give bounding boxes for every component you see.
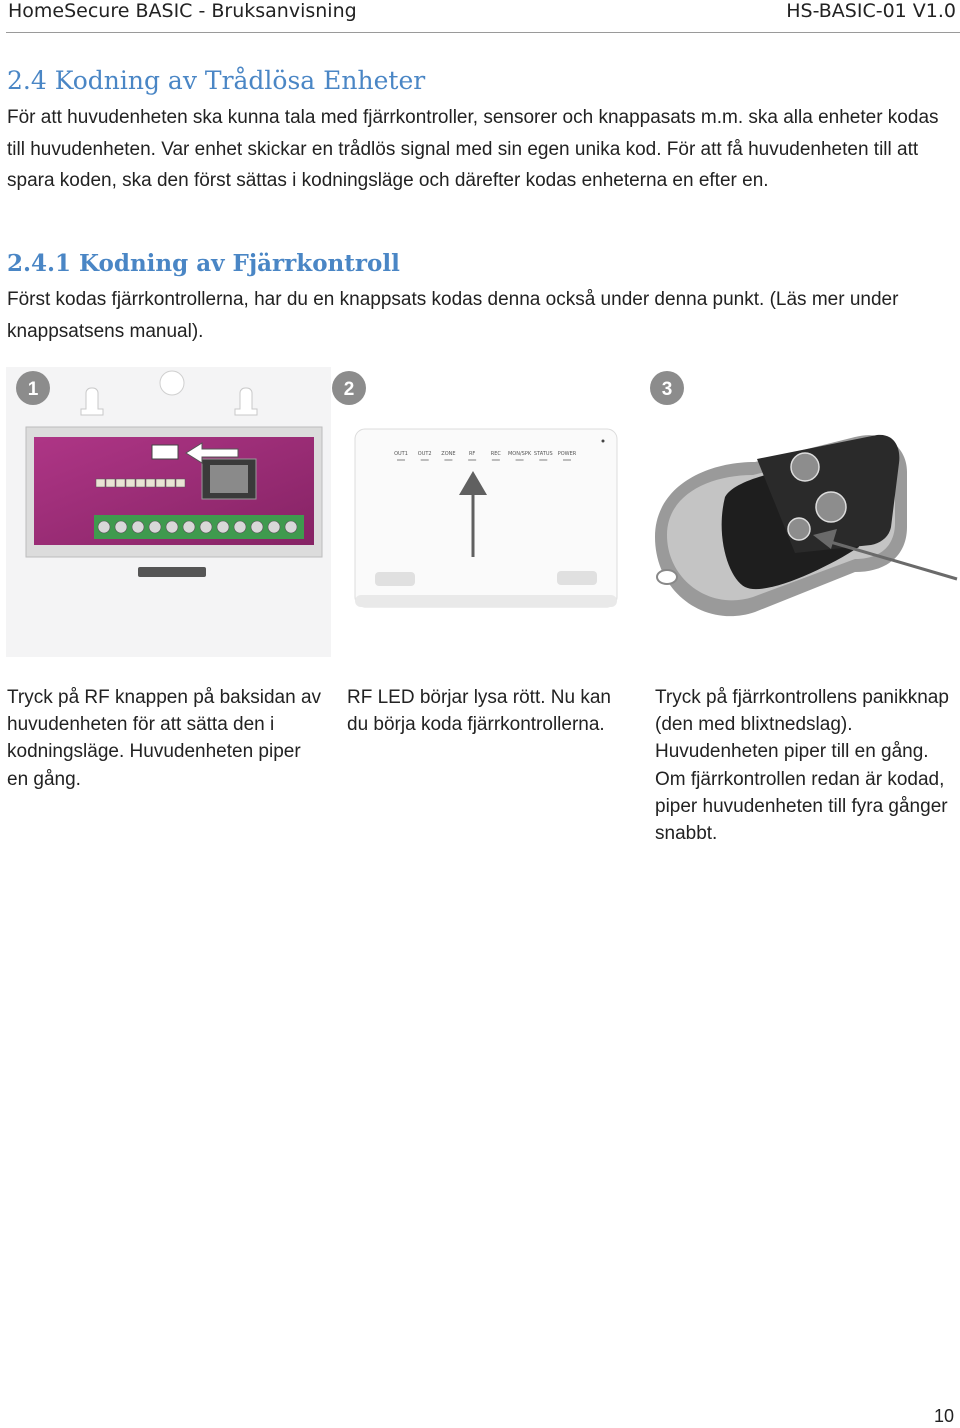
step-1-image	[6, 367, 331, 657]
header-divider	[6, 32, 960, 33]
led-label: MON/SPK	[507, 451, 532, 457]
led-label: REC	[490, 451, 501, 457]
header-document-title: HomeSecure BASIC - Bruksanvisning	[8, 0, 357, 22]
header-document-code: HS-BASIC-01 V1.0	[786, 0, 956, 22]
step-1-caption: Tryck på RF knappen på baksidan av huvudenheten för att sätta den i kodningsläge. Huvudenheten piper en gång.	[7, 687, 322, 790]
section-paragraph: För att huvudenheten ska kunna tala med fjärrkontroller, sensorer och knappasats m.m. ska alla enheter kodas till huvudenheten. Var enhet skickar en trådlös signal med sin egen unika kod. För att få huvudenheten till att spara koden, ska den först sättas i kodningsläge och därefter kodas enheterna en efter en.	[7, 107, 939, 192]
remote-control-illustration	[645, 367, 960, 657]
main-unit-front-illustration	[331, 367, 641, 657]
step-2-badge: 2	[343, 379, 355, 400]
led-indicator	[492, 459, 500, 461]
led-label: STATUS	[533, 451, 553, 457]
main-unit-back-illustration	[6, 367, 331, 657]
led-label: RF	[468, 451, 476, 457]
led-indicator	[516, 459, 524, 461]
led-indicator	[421, 459, 429, 461]
led-label: ZONE	[441, 451, 456, 457]
led-label: OUT1	[394, 451, 408, 457]
subsection-paragraph: Först kodas fjärrkontrollerna, har du en knappsats kodas denna också under denna punkt. (Läs mer under knappsatsens manual).	[7, 289, 899, 342]
step-2-caption: RF LED börjar lysa rött. Nu kan du börja koda fjärrkontrollerna.	[347, 687, 611, 736]
led-indicator	[397, 459, 405, 461]
led-label: POWER	[557, 451, 577, 457]
section-heading: 2.4 Kodning av Trådlösa Enheter	[7, 66, 426, 95]
page-number: 10	[933, 1406, 954, 1426]
step-3-caption: Tryck på fjärrkontrollens panikknap (den med blixtnedslag). Huvudenheten piper till en gång. Om fjärrkontrollen redan är kodad, piper huvudenheten till fyra gånger snabbt.	[655, 687, 949, 845]
step-3-badge: 3	[661, 379, 673, 400]
led-indicator	[563, 459, 571, 461]
step-1-badge: 1	[27, 379, 39, 400]
subsection-heading: 2.4.1 Kodning av Fjärrkontroll	[7, 250, 400, 277]
led-indicator	[539, 459, 547, 461]
step-3-image	[645, 367, 960, 657]
led-indicator	[444, 459, 452, 461]
led-indicator	[468, 459, 476, 461]
led-label: OUT2	[417, 451, 432, 457]
step-2-image	[331, 367, 641, 657]
